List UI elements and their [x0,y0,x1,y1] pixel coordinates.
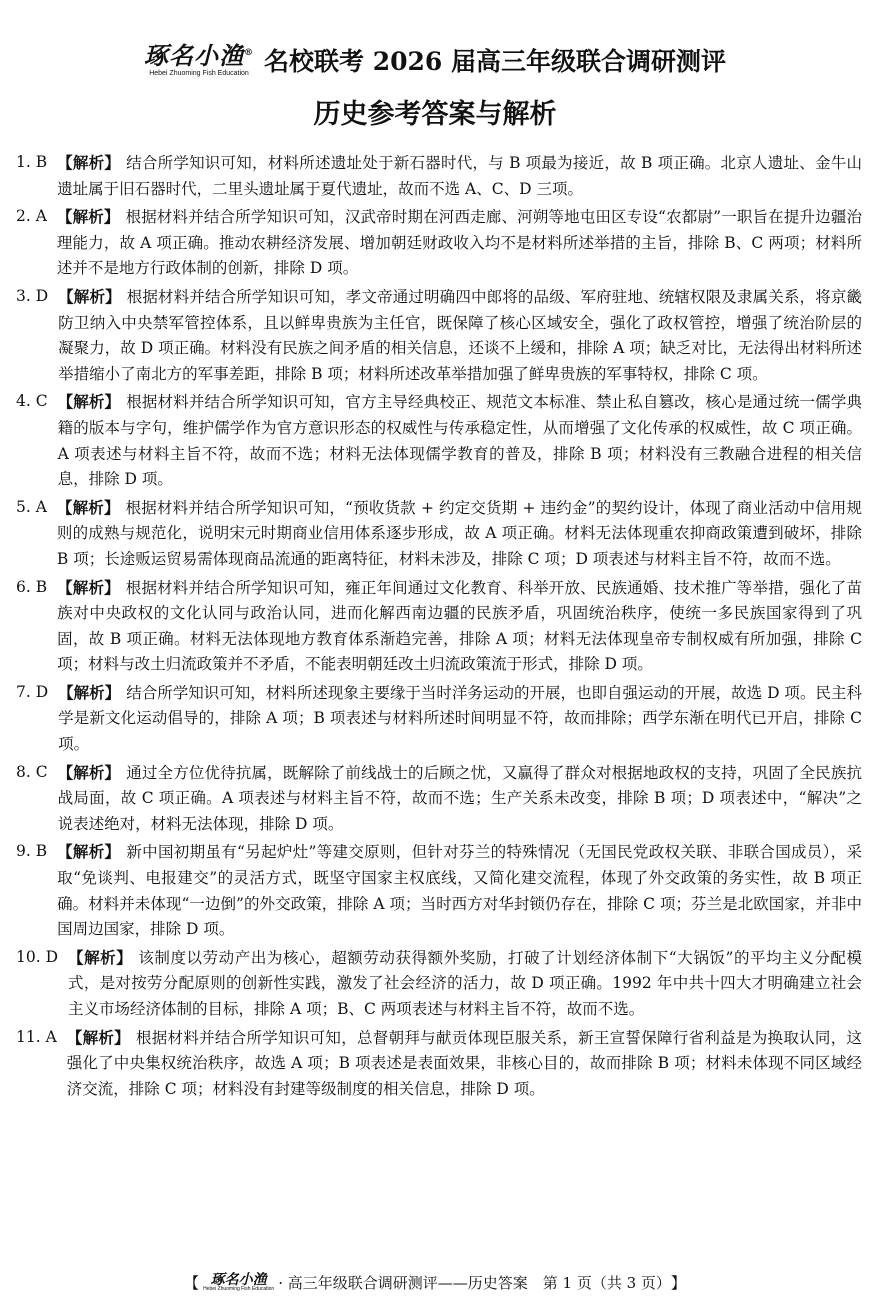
logo-subtext: Hebei Zhuoming Fish Education [149,69,249,77]
analysis-tag: 【解析】 [58,682,121,702]
answer-number: 6. B [16,577,48,596]
answer-number: 9. B [16,842,48,861]
footer-logo-text: 琢名小渔 [210,1272,267,1288]
registered-mark: ® [244,47,254,58]
answer-item [16,150,862,202]
answer-explanation: 根据材料并结合所学知识可知，孝文帝通过明确四中郎将的品级、军府驻地、统辖权限及隶属关系，将京畿防卫纳入中央禁军管控体系，且以鲜卑贵族为主任官，既保障了核心区域安全，强化了政权管控，增强了统治阶层的凝聚力，故 D 项正确。材料没有民族之间矛盾的相关信息，还谈不上缓和，排除 A 项；缺乏对比，无法得出材料所述举措缩小了南北方的军事差距，排除 B 项；材料所述改革举措加强了鲜卑贵族的军事特权，排除 C 项。 [58,287,862,383]
analysis-tag: 【解析】 [58,286,121,306]
answer-body [68,945,862,1023]
answer-body [57,839,862,942]
analysis-tag: 【解析】 [57,762,121,782]
footer-logo [203,1273,274,1292]
answer-item [16,284,862,387]
answer-body [57,150,862,202]
answer-explanation: 新中国初期虽有“另起炉灶”等建交原则，但针对芬兰的特殊情况（无国民党政权关联、非联合国成员），采取“免谈判、电报建交”的灵活方式，既坚守国家主权底线，又简化建交流程，体现了外交政策的务实性，故 B 项正确。材料并未体现“一边倒”的外交政策，排除 A 项；当时西方对华封锁仍存在，排除 C 项；芬兰是北欧国家，并非中国周边国家，排除 D 项。 [57,843,862,939]
page-header [0,42,870,131]
answer-body [57,575,862,678]
answer-explanation: 结合所学知识可知，材料所述遗址处于新石器时代，与 B 项最为接近，故 B 项正确。北京人遗址、金牛山遗址属于旧石器时代，二里头遗址属于夏代遗址，故而不选 A、C、D 三项。 [57,154,862,198]
answer-body [58,389,862,492]
brand-logo [144,40,254,77]
analysis-tag: 【解析】 [56,497,120,517]
answer-number: 8. C [16,762,48,781]
footer-logo-subtext: Hebei Zhuoming Fish Education [203,1286,275,1292]
analysis-tag: 【解析】 [68,947,133,967]
footer-page-info: · 高三年级联合调研测评——历史答案 第 1 页（共 3 页） [278,1274,671,1292]
answer-body [58,680,862,758]
footer-close-bracket: 】 [670,1274,686,1292]
analysis-tag: 【解析】 [66,1027,130,1047]
answer-item [16,680,862,758]
answer-body [57,204,862,282]
answer-explanation: 该制度以劳动产出为核心，超额劳动获得额外奖励，打破了计划经济体制下“大锅饭”的平均主义分配模式，是对按劳分配原则的创新性实践，激发了社会经济的活力，故 D 项正确。1992 年中共十四大才明确建立社会主义市场经济体制的目标，排除 A 项；B、C 两项表述与材料主旨不符，故而不选。 [68,948,862,1018]
answer-explanation: 根据材料并结合所学知识可知，官方主导经典校正、规范文本标准、禁止私自篡改，核心是通过统一儒学典籍的版本与字句，维护儒学作为官方意识形态的权威性与传承稳定性，从而增强了文化传承的权威性，故 C 项正确。A 项表述与材料主旨不符，故而不选；材料无法体现儒学教育的普及，排除 B 项；材料没有三教融合进程的相关信息，排除 D 项。 [57,393,862,489]
answer-number: 1. B [16,153,48,171]
answer-body [58,760,862,838]
page-subtitle: 历史参考答案与解析 [313,99,557,130]
answer-explanation: 根据材料并结合所学知识可知，总督朝拜与献贡体现臣服关系，新王宣誓保障行省利益是为换取认同，这强化了中央集权统治秩序，故选 A 项；B 项表述是表面效果，非核心目的，故而排除 B 项；材料未体现不同区域经济交流，排除 C 项；材料没有封建等级制度的相关信息，排除 D 项。 [66,1028,862,1098]
answer-explanation: 根据材料并结合所学知识可知，“预收货款 + 约定交货期 + 违约金”的契约设计，体现了商业活动中信用规则的成熟与规范化，说明宋元时期商业信用体系逐步形成，故 A 项正确。材料无法体现重农抑商政策遭到破坏，排除 B 项；长途贩运贸易需体现商品流通的距离特征，材料未涉及，排除 C 项；D 项表述与材料主旨不符，故而不选。 [56,498,862,568]
analysis-tag: 【解析】 [57,392,121,412]
answer-body [67,1025,862,1103]
logo-text: 琢名小渔 [144,40,244,70]
answer-number: 2. A [16,207,47,226]
analysis-tag: 【解析】 [57,842,121,862]
answer-number: 11. A [16,1027,57,1046]
answer-list [16,150,862,1104]
answer-item [16,760,862,838]
answer-explanation: 结合所学知识可知，材料所述现象主要缘于当时洋务运动的开展，也即自强运动的开展，故选 D 项。民主科学是新文化运动倡导的，排除 A 项；B 项表述与材料所述时间明显不符，故而排除；西学东渐在明代已开启，排除 C 项。 [58,683,862,754]
answer-item [16,839,862,942]
answer-item [16,575,862,678]
answer-number: 5. A [16,497,47,516]
answer-item [16,389,862,492]
page-footer [0,1272,870,1293]
answer-body [58,284,862,387]
answer-number: 4. C [16,392,48,411]
answer-number: 7. D [16,682,49,701]
exam-title: 名校联考 2026 届高三年级联合调研测评 [264,47,726,76]
footer-open-bracket: 【 [184,1274,200,1292]
analysis-tag: 【解析】 [56,207,120,227]
answer-item [16,204,862,282]
answer-item [16,1025,862,1103]
title-row [0,42,870,78]
answer-item [16,495,862,573]
answer-explanation: 根据材料并结合所学知识可知，汉武帝时期在河西走廊、河朔等地屯田区专设“农都尉”一职旨在提升边疆治理能力，故 A 项正确。推动农耕经济发展、增加朝廷财政收入均不是材料所述举措的主旨，排除 B、C 两项；材料所述并不是地方行政体制的创新，排除 D 项。 [56,208,862,278]
analysis-tag: 【解析】 [57,577,120,597]
analysis-tag: 【解析】 [57,153,121,172]
answer-body [57,495,862,573]
answer-number: 3. D [16,286,49,305]
answer-number: 10. D [16,947,59,966]
answer-explanation: 通过全方位优待抗属，既解除了前线战士的后顾之忧，又赢得了群众对根据地政权的支持，巩固了全民族抗战局面，故 C 项正确。A 项表述与材料主旨不符，故而不选；生产关系未改变，排除 B 项；D 项表述中，“解决”之说表述绝对，材料无法体现，排除 D 项。 [57,763,862,833]
answer-explanation: 根据材料并结合所学知识可知，雍正年间通过文化教育、科举开放、民族通婚、技术推广等举措，强化了苗族对中央政权的文化认同与政治认同，进而化解西南边疆的民族矛盾，巩固统治秩序，使统一多民族国家得到了巩固，故 B 项正确。材料无法体现地方教育体系渐趋完善，排除 A 项；材料无法体现皇帝专制权威有所加强，排除 C 项；材料与改土归流政策并不矛盾，不能表明朝廷改土归流政策流于形式，排除 D 项。 [57,578,862,674]
answer-item [16,945,862,1023]
